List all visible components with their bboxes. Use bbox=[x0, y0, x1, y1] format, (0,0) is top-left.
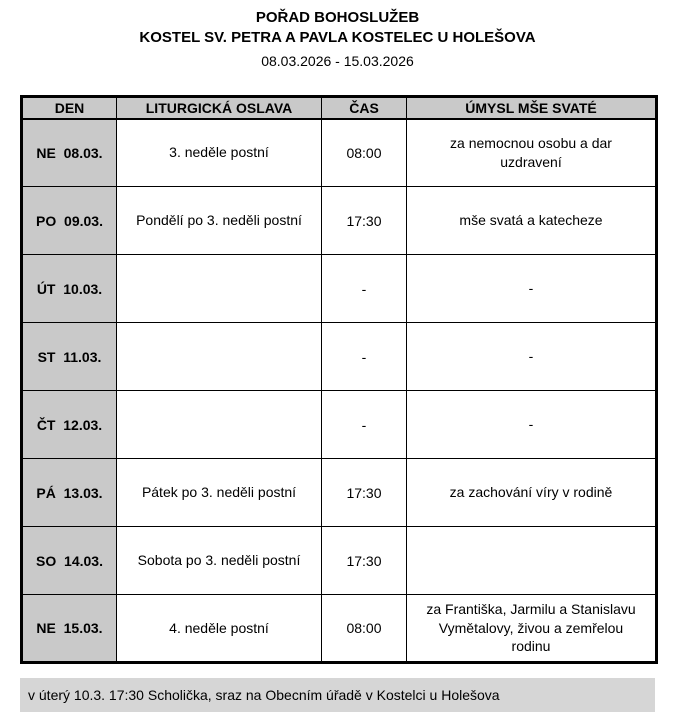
mass-intention-cell bbox=[407, 527, 657, 595]
mass-intention-cell: za nemocnou osobu a dar uzdravení bbox=[407, 119, 657, 187]
day-cell: ST 11.03. bbox=[22, 323, 117, 391]
day-cell: SO 14.03. bbox=[22, 527, 117, 595]
time-cell: - bbox=[322, 391, 407, 459]
table-row bbox=[22, 595, 657, 663]
table-row bbox=[22, 187, 657, 255]
time-cell: 17:30 bbox=[322, 187, 407, 255]
column-header-time: ČAS bbox=[322, 96, 407, 119]
time-cell: 08:00 bbox=[322, 595, 407, 663]
liturgical-celebration-cell bbox=[117, 391, 322, 459]
column-header-liturgical-celebration: LITURGICKÁ OSLAVA bbox=[117, 96, 322, 119]
day-cell: NE 08.03. bbox=[22, 119, 117, 187]
footer-note: v úterý 10.3. 17:30 Scholička, sraz na Obecním úřadě v Kostelci u Holešova bbox=[20, 678, 655, 712]
table-header-row bbox=[22, 96, 657, 119]
document-header bbox=[20, 8, 655, 69]
time-cell: 08:00 bbox=[322, 119, 407, 187]
day-cell: ÚT 10.03. bbox=[22, 255, 117, 323]
time-cell: 17:30 bbox=[322, 459, 407, 527]
mass-intention-cell: - bbox=[407, 323, 657, 391]
time-cell: - bbox=[322, 323, 407, 391]
liturgical-celebration-cell bbox=[117, 255, 322, 323]
liturgical-celebration-cell: Pátek po 3. neděli postní bbox=[117, 459, 322, 527]
mass-intention-cell: mše svatá a katecheze bbox=[407, 187, 657, 255]
day-cell: PO 09.03. bbox=[22, 187, 117, 255]
liturgical-celebration-cell: Pondělí po 3. neděli postní bbox=[117, 187, 322, 255]
column-header-day: DEN bbox=[22, 96, 117, 119]
day-cell: PÁ 13.03. bbox=[22, 459, 117, 527]
church-name: KOSTEL SV. PETRA A PAVLA KOSTELEC U HOLEŠOVA bbox=[139, 29, 536, 47]
mass-intention-cell: - bbox=[407, 391, 657, 459]
date-range: 08.03.2026 - 15.03.2026 bbox=[261, 52, 414, 69]
table-row bbox=[22, 527, 657, 595]
time-cell: 17:30 bbox=[322, 527, 407, 595]
table-row bbox=[22, 459, 657, 527]
page-title: POŘAD BOHOSLUŽEB bbox=[255, 9, 420, 26]
schedule-table bbox=[20, 95, 658, 665]
time-cell: - bbox=[322, 255, 407, 323]
liturgical-celebration-cell bbox=[117, 323, 322, 391]
day-cell: NE 15.03. bbox=[22, 595, 117, 663]
column-header-mass-intention: ÚMYSL MŠE SVATÉ bbox=[407, 96, 657, 119]
mass-intention-cell: za zachování víry v rodině bbox=[407, 459, 657, 527]
liturgical-celebration-cell: Sobota po 3. neděli postní bbox=[117, 527, 322, 595]
table-row bbox=[22, 119, 657, 187]
day-cell: ČT 12.03. bbox=[22, 391, 117, 459]
table-row bbox=[22, 255, 657, 323]
table-row bbox=[22, 323, 657, 391]
table-row bbox=[22, 391, 657, 459]
mass-intention-cell: - bbox=[407, 255, 657, 323]
liturgical-celebration-cell: 4. neděle postní bbox=[117, 595, 322, 663]
mass-intention-cell: za Františka, Jarmilu a Stanislavu Vymětalovy, živou a zemřelou rodinu bbox=[407, 595, 657, 663]
liturgical-celebration-cell: 3. neděle postní bbox=[117, 119, 322, 187]
